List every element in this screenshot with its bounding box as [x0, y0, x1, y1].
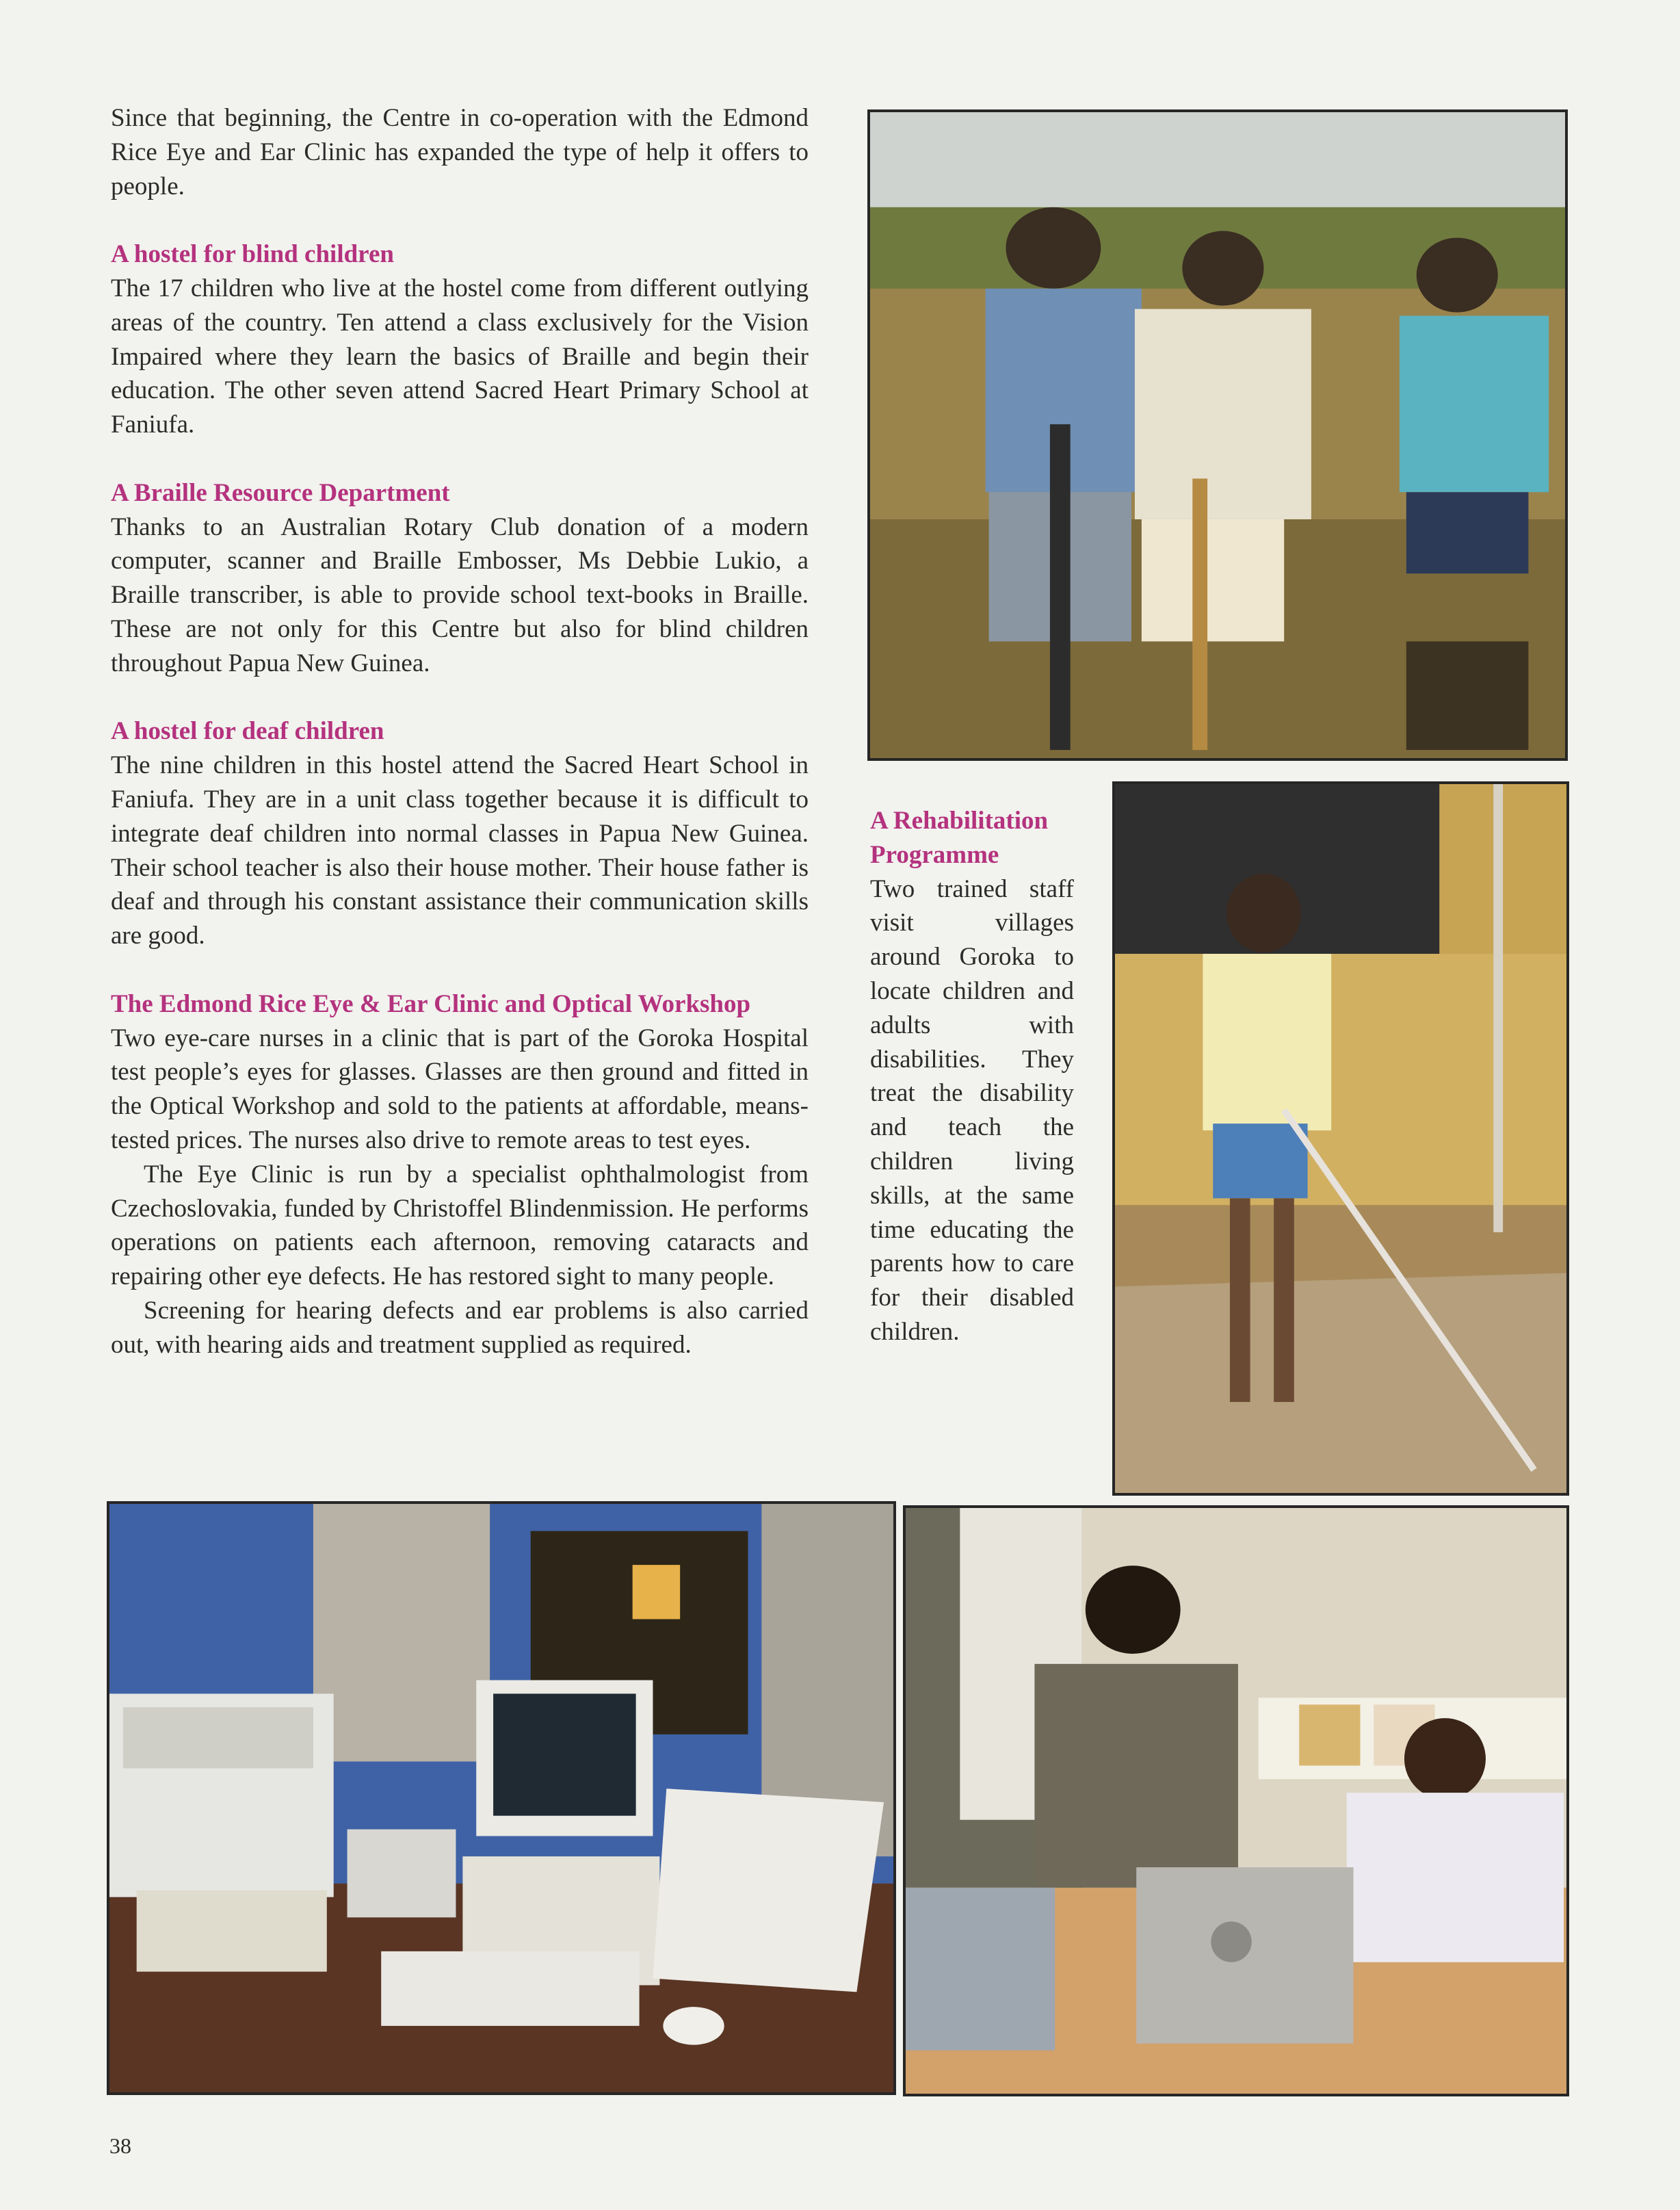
deaf-hostel-heading: A hostel for deaf children [111, 717, 384, 746]
photo-children-digging-image [870, 112, 1565, 758]
page-number: 38 [109, 2133, 131, 2158]
photo-braille-machines-image [906, 1508, 1566, 2094]
blind-hostel-heading: A hostel for blind children [111, 240, 394, 269]
photo-children-digging [867, 109, 1568, 761]
blind-hostel-paragraph: The 17 children who live at the hostel come from different outlying areas of the country. Ten attend a class exclusively for the Vision Impaired where they learn the basics of Braille and begin their education. The other seven attend Sacred Heart Primary School at Faniufa. [111, 274, 809, 439]
rehab-paragraph: Two trained staff visit villages around Goroka to locate children and adults with disabilities. They treat the disability and teach the children living skills, at the same time educating the parents how to care for their disabled children. [870, 874, 1074, 1346]
rehab-heading: A Rehabilitation Programme [870, 807, 1049, 869]
clinic-paragraph-3: Screening for hearing defects and ear problems is also carried out, with hearing aids and treatment supplied as required. [111, 1296, 809, 1359]
braille-dept-paragraph: Thanks to an Australian Rotary Club donation of a modern computer, scanner and Braille Embosser, Ms Debbie Lukio, a Braille transcriber, is able to provide school text-books in Braille. These are not only for this Centre but also for blind children throughout Papua New Guinea. [111, 512, 809, 677]
intro-paragraph: Since that beginning, the Centre in co-operation with the Edmond Rice Eye and Ear Clinic has expanded the type of help it offers to people. [111, 104, 809, 200]
photo-boy-with-cane-image [1115, 784, 1566, 1493]
side-text-column [870, 804, 1074, 1349]
main-text-column [111, 101, 809, 1362]
clinic-paragraph-2: The Eye Clinic is run by a specialist ophthalmologist from Czechoslovakia, funded by Christoffel Blindenmission. He performs operations on patients each afternoon, removing cataracts and repairing other eye defects. He has restored sight to many people. [111, 1160, 809, 1291]
photo-braille-computer-desk [107, 1501, 896, 2095]
clinic-paragraph-1: Two eye-care nurses in a clinic that is part of the Goroka Hospital test people’s eyes for glasses. Glasses are then ground and fitted in the Optical Workshop and sold to the patients at affordable, means-tested prices. The nurses also drive to remote areas to test eyes. [111, 1024, 809, 1154]
photo-boy-with-cane [1112, 781, 1569, 1496]
clinic-heading: The Edmond Rice Eye & Ear Clinic and Optical Workshop [111, 989, 751, 1018]
photo-braille-machines [903, 1505, 1569, 2096]
photo-braille-computer-desk-image [109, 1504, 893, 2092]
braille-dept-heading: A Braille Resource Department [111, 478, 450, 507]
deaf-hostel-paragraph: The nine children in this hostel attend the Sacred Heart School in Faniufa. They are in a unit class together because it is difficult to integrate deaf children into normal classes in Papua New Guinea. Their school teacher is also their house mother. Their house father is deaf and through his constant assistance their communication skills are good. [111, 751, 809, 950]
